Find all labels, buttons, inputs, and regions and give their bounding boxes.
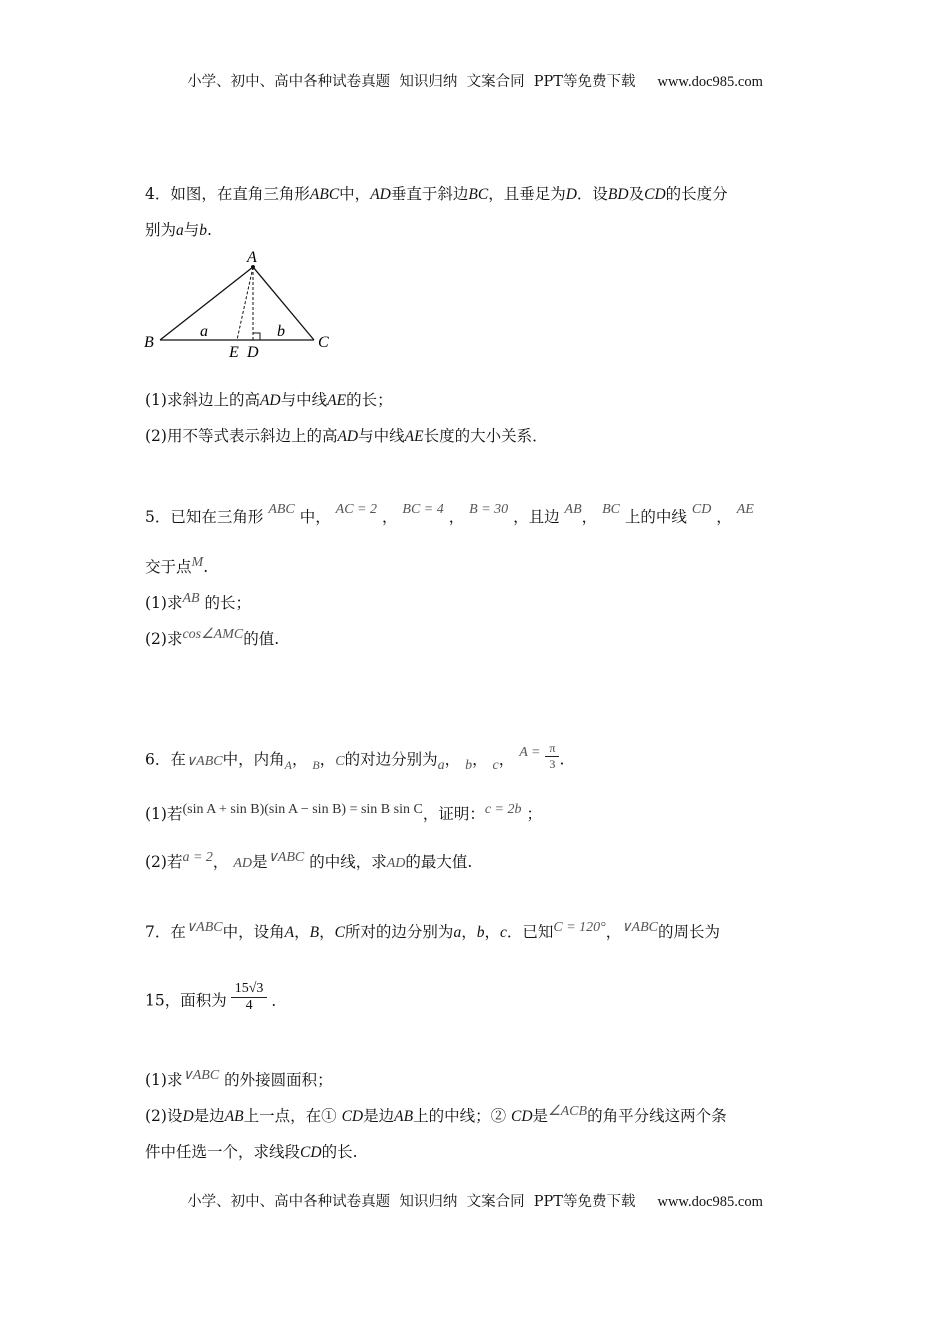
q5-line2: 交于点M. bbox=[145, 555, 209, 576]
label-b: B bbox=[144, 334, 154, 351]
label-c: C bbox=[318, 334, 329, 351]
q4-line2: 别为a与b. bbox=[145, 221, 212, 239]
q4-part2: (2)用不等式表示斜边上的高AD与中线AE长度的大小关系． bbox=[145, 427, 548, 445]
q7-part1: (1)求∨ABC 的外接圆面积； bbox=[145, 1068, 333, 1089]
label-e: E bbox=[229, 344, 239, 361]
q6-part1: (1)若(sin A + sin B)(sin A − sin B) = sin B sin C，证明：c = 2b ； bbox=[145, 802, 542, 823]
right-angle-mark bbox=[253, 333, 260, 340]
footer-site[interactable]: www.doc985.com bbox=[657, 1194, 763, 1210]
q5-part2: (2)求cos∠AMC的值. bbox=[145, 627, 280, 648]
q7-line1: 7．在∨ABC中，设角A，B，C所对的边分别为a，b，c．已知C = 120°，∨ABC的周长为 bbox=[145, 920, 720, 941]
page-footer bbox=[0, 1190, 950, 1211]
q4-line1: 4．如图，在直角三角形ABC中，AD垂直于斜边BC，且垂足为D．设BD及CD的长度分 bbox=[145, 185, 728, 203]
q6-line1: 6．在∨ABC中，内角$_A$， $_B$，C的对边分别为a， b， c， A = $\frac{\pi}{3}$ . bbox=[145, 741, 565, 773]
footer-text: 小学、初中、高中各种试卷真题 知识归纳 文案合同 PPT等免费下载 bbox=[187, 1194, 636, 1210]
triangle-figure bbox=[140, 248, 340, 363]
q5-line1: 5．已知在三角形 ABC 中， AC = 2 ， BC = 4 ， B = 30 ，且边 AB， BC 上的中线 CD ， AE bbox=[145, 502, 754, 526]
page-header bbox=[0, 70, 950, 91]
q7-line2: 15，面积为 $\frac{15√3}{4}$ ． bbox=[145, 981, 287, 1013]
label-seg-a: a bbox=[200, 323, 208, 340]
q7-part3: 件中任选一个，求线段CD的长. bbox=[145, 1143, 358, 1161]
label-d: D bbox=[247, 344, 259, 361]
label-seg-b: b bbox=[277, 323, 285, 340]
header-site[interactable]: www.doc985.com bbox=[657, 74, 763, 90]
header-text: 小学、初中、高中各种试卷真题 知识归纳 文案合同 PPT等免费下载 bbox=[187, 74, 636, 90]
q6-part2: (2)若a = 2， AD是∨ABC 的中线，求AD的最大值. bbox=[145, 850, 473, 871]
q7-part2: (2)设D是边AB上一点，在① CD是边AB上的中线；② CD是∠ACB的角平分线这两个条 bbox=[145, 1104, 727, 1125]
label-a: A bbox=[247, 249, 257, 266]
q5-part1: (1)求AB 的长； bbox=[145, 591, 252, 612]
q4-part1: (1)求斜边上的高AD与中线AE的长； bbox=[145, 391, 393, 409]
